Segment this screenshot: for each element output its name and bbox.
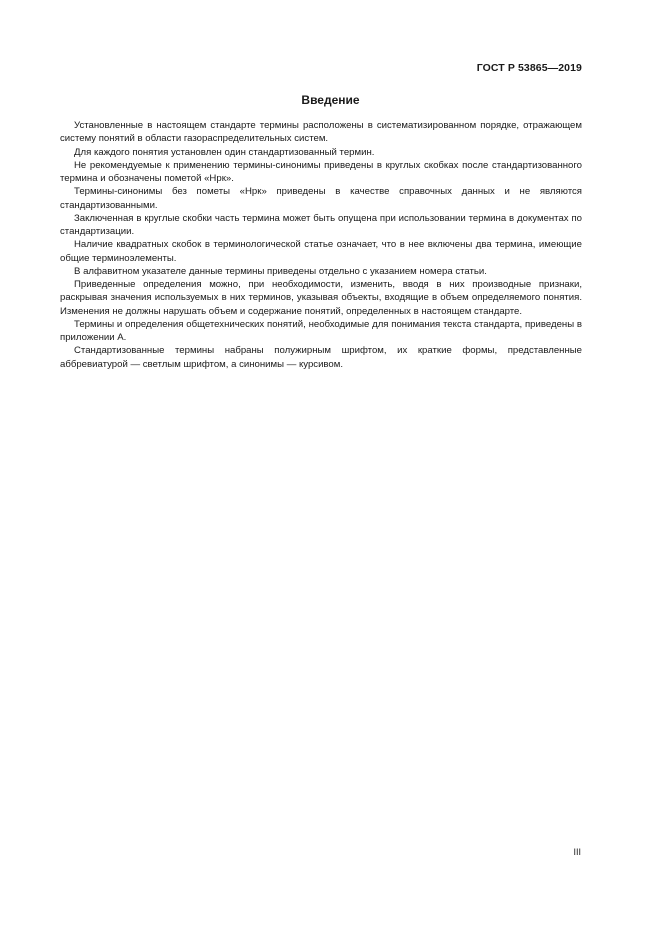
- paragraph: Для каждого понятия установлен один стандартизованный термин.: [74, 146, 375, 158]
- paragraph: Установленные в настоящем стандарте термины расположены в систематизированном порядке, отражающем систему понятий в области газораспределительных систем.: [60, 120, 582, 145]
- page-title: Введение: [301, 93, 360, 107]
- document-id: ГОСТ Р 53865—2019: [476, 62, 582, 74]
- intro-body: [60, 119, 582, 371]
- paragraph: Термины и определения общетехнических понятий, необходимые для понимания текста стандарта, приведены в приложении А.: [60, 318, 582, 343]
- paragraph: Не рекомендуемые к применению термины-синонимы приведены в круглых скобках после стандартизованного термина и обозначены пометой «Нрк».: [60, 159, 582, 184]
- paragraph: Стандартизованные термины набраны полужирным шрифтом, их краткие формы, представленные аббревиатурой — светлым шрифтом, а синонимы — курсивом.: [60, 345, 582, 370]
- paragraph: Приведенные определения можно, при необходимости, изменить, вводя в них производные признаки, раскрывая значения используемых в них терминов, указывая объекты, входящие в объем определяемого понятия. Изменения не должны нарушать объем и содержание понятий, определенных в настоящем стандарте.: [60, 279, 582, 317]
- page-number: III: [573, 847, 581, 857]
- paragraph: Наличие квадратных скобок в терминологической статье означает, что в нее включены два термина, имеющие общие терминоэлементы.: [60, 239, 582, 264]
- paragraph: В алфавитном указателе данные термины приведены отдельно с указанием номера статьи.: [74, 265, 487, 277]
- paragraph: Заключенная в круглые скобки часть термина может быть опущена при использовании термина в документах по стандартизации.: [60, 212, 582, 237]
- paragraph: Термины-синонимы без пометы «Нрк» приведены в качестве справочных данных и не являются стандартизованными.: [60, 186, 582, 211]
